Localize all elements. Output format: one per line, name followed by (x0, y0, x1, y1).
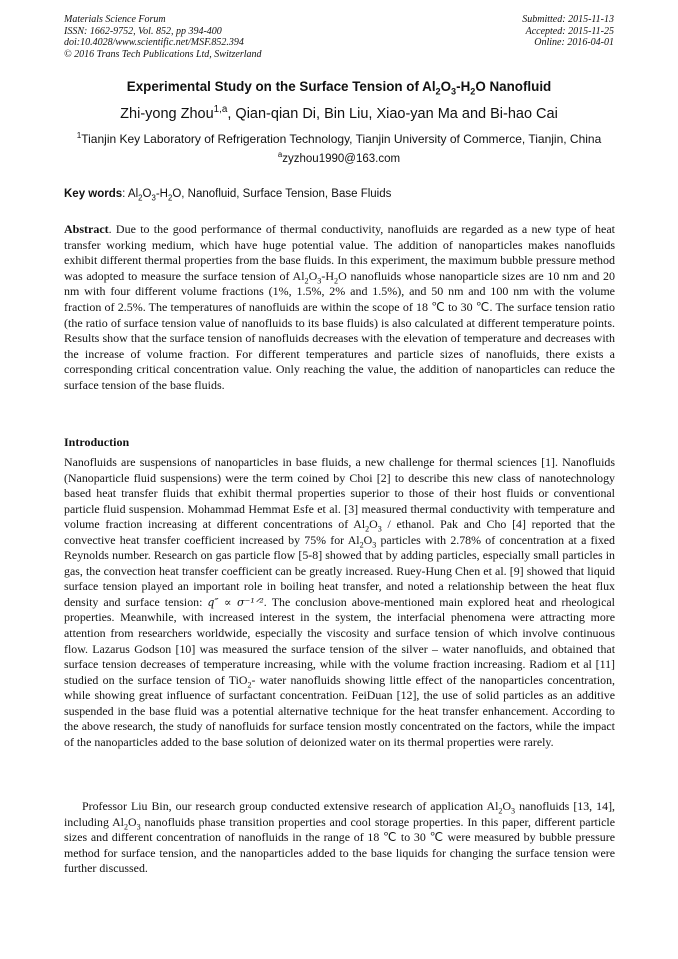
affiliation: $^1$Tianjin Key Laboratory of Refrigeration Technology, Tianjin University of Commerce, Tianjin, China (76, 131, 602, 146)
submitted-date: Submitted: 2015-11-13 (522, 14, 614, 25)
introduction-paragraph-1: Nanofluids are suspensions of nanoparticles in base fluids, a new challenge for thermal sciences [1]. Nanofluids (Nanoparticle fluid suspensions) were the term coined by Choi [2] to describe this new class of nanotechnology based heat transfer fluids that exhibit thermal properties superior to those of their host fluids or conventional particle fluid suspension. Mohammad Hemmat Esfe et al. [3] measured thermal conductivity with temperature and volume fraction increasing at different concentrations of $Al_2O_3$ / ethanol. Pak and Cho [4] reported that the convective heat transfer coefficient increased by 75% for $Al_2O_3$ particles with 2.78% of concentration at a fixed Reynolds number. Research on gas particle flow [5-8] showed that by adding particles, especially small particles in gas, the convection heat transfer coefficient can be greatly increased. Ruey-Hung Chen et al. [9] showed that liquid surface tension played an important role in boiling heat transfer, and noted a relationship between the heat flux density and surface tension: q″ ∝ σ⁻¹ᐟ². The conclusion above-mentioned main explored heat and rheological properties. Meanwhile, with increased interest in the system, the interfacial phenomena were attracting more attention from researchers worldwide, especially the viscosity and surface tension of which involve continuous flow. Lazarus Godson [10] was measured the surface tension of the silver – water nanofluids, and obtained that surface tension decreases of temperature increasing, while with the volume fraction increasing. Radiom et al [11] studied on the surface tension of TiO$_2$- water nanofluids showing little effect of the nanoparticles concentration, while showing great influence of surfactant concentration. FeiDuan [12], the use of solid particles as an additive suspended in the base fluid was a potential alternative technique for the heat transfer enhancement. According to the above research, the study of nanofluids for surface tension mostly concentrated on the factors, while the impact of the nanoparticles added to the base solution of deionized water on its thermal properties were rarely. (64, 455, 615, 749)
journal-header (64, 14, 262, 60)
paper-title: Experimental Study on the Surface Tension of $Al_2O_3-H_2O$ Nanofluid (126, 79, 552, 97)
keywords-label: Key words (64, 188, 123, 200)
copyright-line: © 2016 Trans Tech Publications Ltd, Switzerland (64, 48, 262, 60)
accepted-date: Accepted: 2015-11-25 (525, 25, 614, 37)
online-date: Online: 2016-04-01 (534, 37, 614, 48)
doi-line: doi:10.4028/www.scientific.net/MSF.852.394 (64, 37, 244, 48)
abstract: Abstract. Due to the good performance of thermal conductivity, nanofluids are regarded as a new type of heat transfer working medium, which have huge potential value. The addition of nanoparticles makes nanofluids exhibit different thermal properties from the base fluids. In this experiment, the maximum bubble pressure method was adopted to measure the surface tension of $Al_2O_3-H_2O$ nanofluids whose nanoparticle sizes are 10 nm and 20 nm with four different volume fractions (1%, 1.5%, 2% and 1.5%), and 50 nm and 100 nm with the volume fraction of 2.5%. The temperatures of nanofluids are within the scope of 18 ℃ to 30 ℃. The surface tension ratio (the ratio of surface tension value of nanofluids to its base fluids) is also calculated at different temperature points. Results show that the surface tension of nanofluids decreases with the elevation of temperature and decreases with the increase of volume fraction. For different temperatures and particle sizes of nanofluids, there exists a corresponding critical concentration value. Only reaching the value, the addition of nanoparticles can reduce the surface tension of the base fluids. (64, 222, 615, 392)
introduction-paragraph-2: Professor Liu Bin, our research group conducted extensive research of application $Al_2O_3$ nanofluids [13, 14], including $Al_2O_3$ nanofluids phase transition properties and cool storage properties. In this paper, different particle sizes and different concentration of nanofluids in the range of 18 ℃ to 30 ℃ were measured by bubble pressure method for surface tension, and the nanoparticles added to the base liquids for changing the surface tension were further discussed. (64, 799, 615, 876)
author-list: Zhi-yong Zhou$^{1,a}$, Qian-qian Di, Bin Liu, Xiao-yan Ma and Bi-hao Cai (120, 104, 558, 122)
keywords: Key words: $Al_2O_3-H_2O$, Nanofluid, Surface Tension, Base Fluids (64, 188, 392, 203)
abstract-label: Abstract (64, 222, 109, 236)
heat-flux-formula: q″ ∝ σ⁻¹ᐟ² (207, 595, 264, 609)
journal-name: Materials Science Forum (64, 14, 166, 25)
dates-header (522, 14, 614, 49)
issn-line: ISSN: 1662-9752, Vol. 852, pp 394-400 (64, 25, 222, 37)
contact-email: $^a$zyzhou1990@163.com (277, 150, 401, 165)
section-heading-introduction: Introduction (64, 435, 130, 449)
